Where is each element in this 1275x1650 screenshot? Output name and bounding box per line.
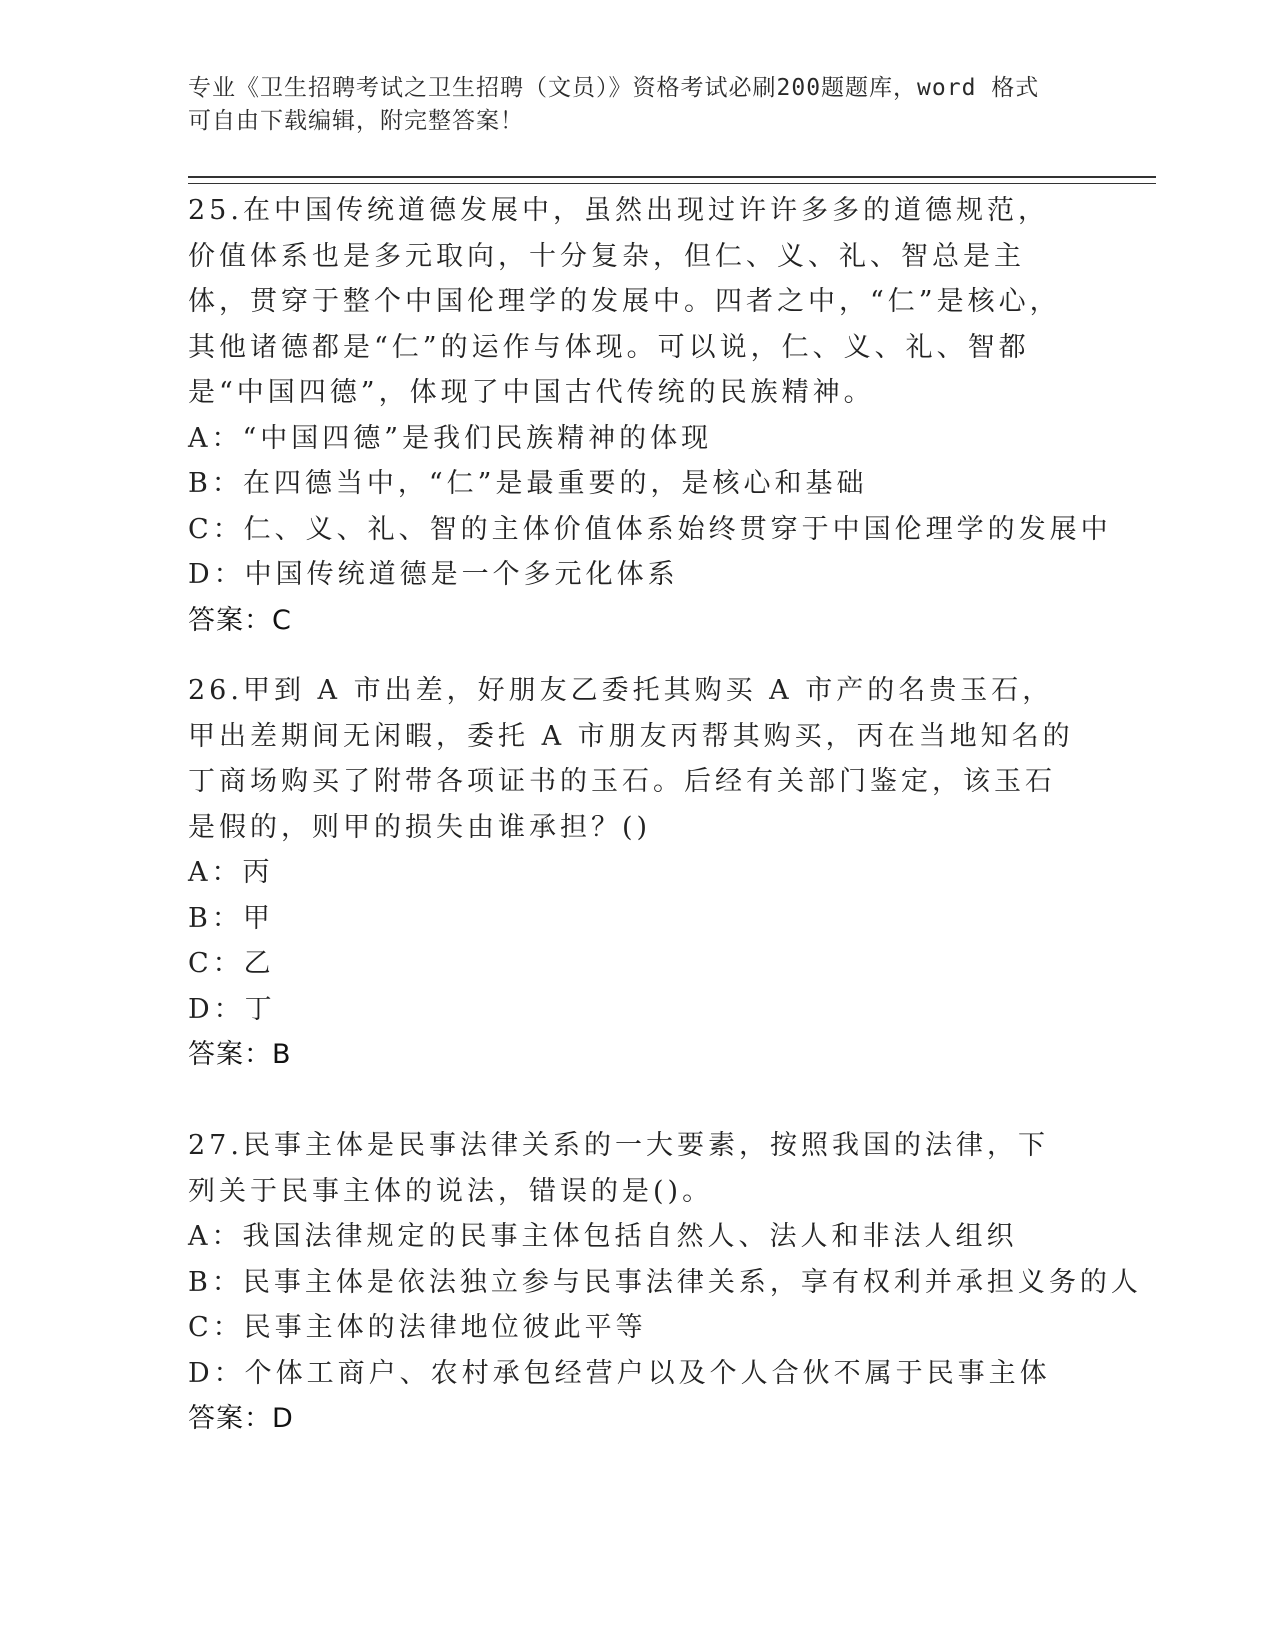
answer-line: 答案：D [188,1403,294,1434]
option-b: B：甲 [188,902,274,934]
document-header [188,72,1068,138]
question-27 [188,1123,1142,1442]
option-d: D：个体工商户、农村承包经营户以及个人合伙不属于民事主体 [188,1357,1051,1389]
option-c: C：乙 [188,948,275,979]
header-divider-thick [188,176,1156,178]
option-b: B：在四德当中，“仁”是最重要的，是核心和基础 [188,468,868,499]
header-title-line-1: 专业《卫生招聘考试之卫生招聘（文员）》资格考试必刷200题题库，word 格式 [188,75,1040,101]
header-divider-thin [188,183,1156,184]
option-d: D：中国传统道德是一个多元化体系 [188,559,679,590]
question-stem: 25.在中国传统道德发展中，虽然出现过许许多多的道德规范，价值体系也是多元取向，十分复杂，但仁、义、礼、智总是主体，贯穿于整个中国伦理学的发展中。四者之中，“仁”是核心，其他诸德都是“仁”的运作与体现。可以说，仁、义、礼、智都是“中国四德”，体现了中国古代传统的民族精神。 [188,195,1061,408]
question-stem: 27.民事主体是民事法律关系的一大要素，按照我国的法律，下列关于民事主体的说法，错误的是()。 [188,1130,1049,1207]
option-d: D：丁 [188,993,276,1025]
question-25 [188,188,1112,643]
option-c: C：民事主体的法律地位彼此平等 [188,1312,647,1343]
option-c: C：仁、义、礼、智的主体价值体系始终贯穿于中国伦理学的发展中 [188,513,1112,545]
answer-line: 答案：C [188,604,292,636]
answer-line: 答案：B [188,1039,292,1070]
option-b: B：民事主体是依法独立参与民事法律关系，享有权利并承担义务的人 [188,1266,1142,1298]
header-title-line-2: 可自由下载编辑，附完整答案！ [188,108,524,134]
option-a: A：我国法律规定的民事主体包括自然人、法人和非法人组织 [188,1221,1018,1252]
question-stem: 26.甲到 A 市出差，好朋友乙委托其购买 A 市产的名贵玉石，甲出差期间无闲暇，委托 A 市朋友丙帮其购买，丙在当地知名的丁商场购买了附带各项证书的玉石。后经有关部门鉴定，该玉石是假的，则甲的损失由谁承担？() [188,675,1074,843]
option-a: A：“中国四德”是我们民族精神的体现 [188,422,713,454]
question-26 [188,668,1078,1078]
option-a: A：丙 [188,857,274,888]
